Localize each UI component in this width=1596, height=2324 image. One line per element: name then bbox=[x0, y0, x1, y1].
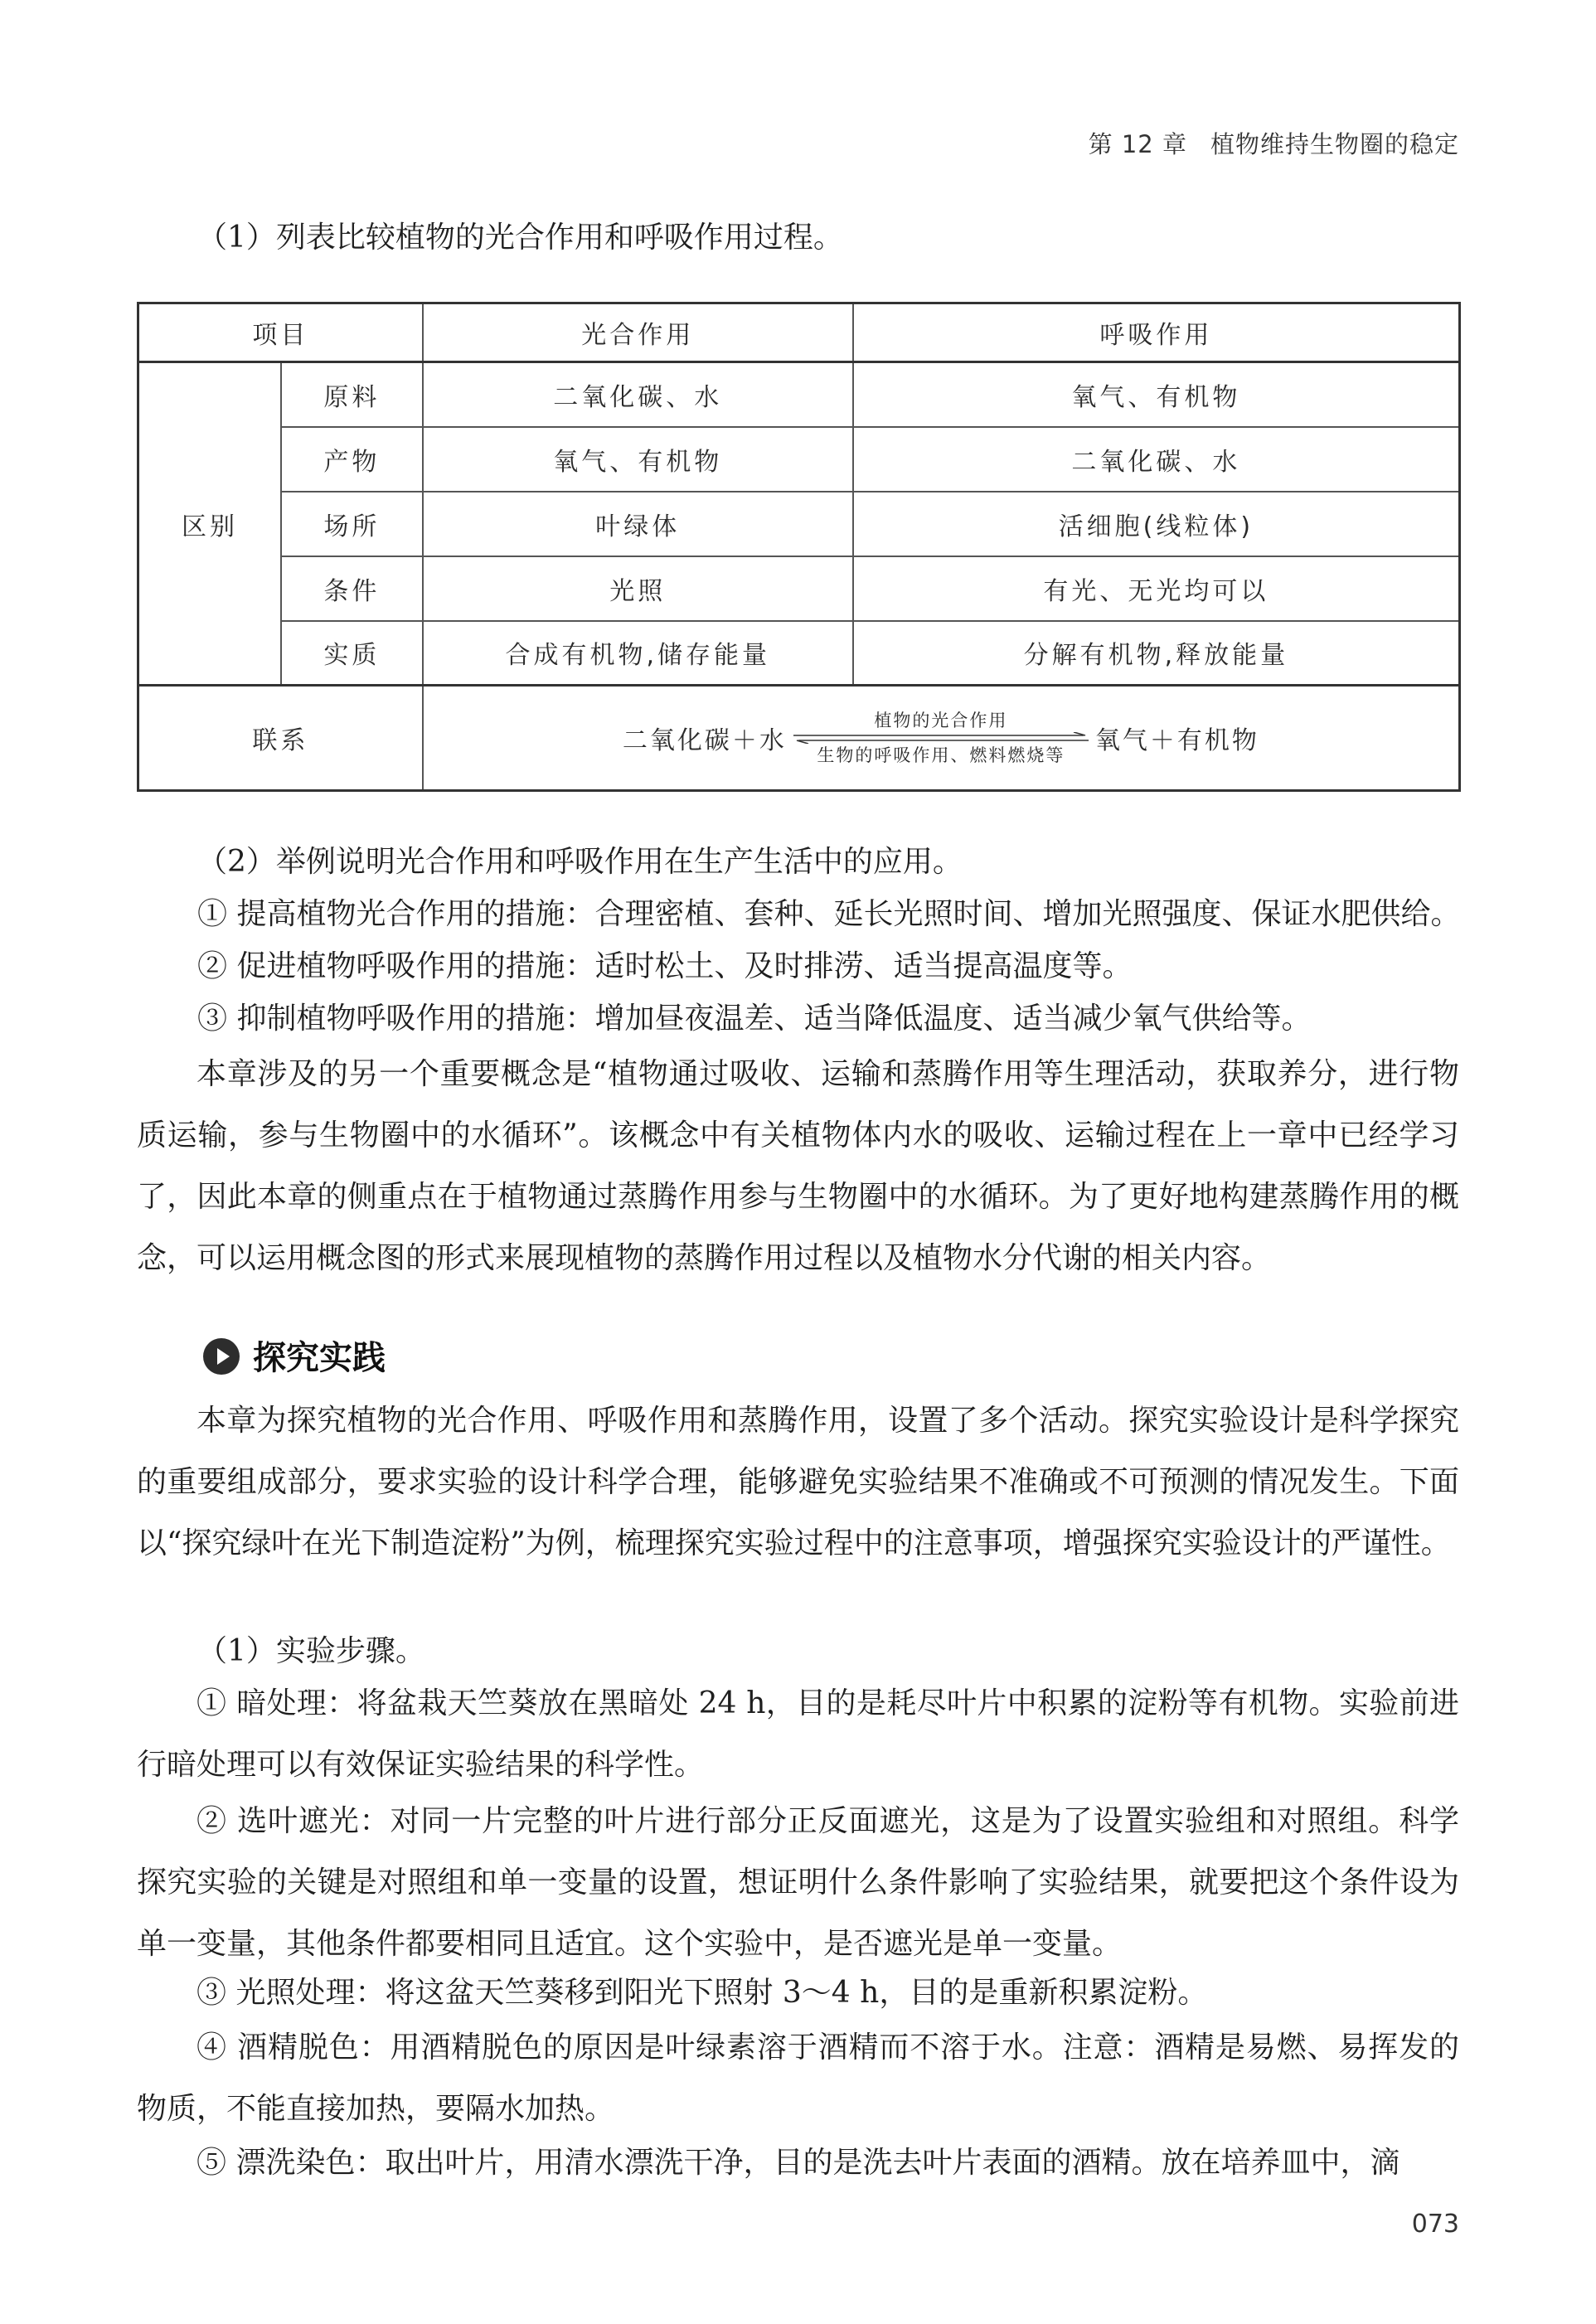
row-item: 条件 bbox=[281, 556, 423, 621]
play-circle-icon bbox=[203, 1338, 240, 1375]
row-photo: 氧气、有机物 bbox=[423, 427, 853, 492]
arrow-bottom-label: 生物的呼吸作用、燃料燃烧等 bbox=[817, 745, 1065, 765]
row-item: 实质 bbox=[281, 621, 423, 686]
paragraph-13: ⑤ 漂洗染色：取出叶片，用清水漂洗干净，目的是洗去叶片表面的酒精。放在培养皿中，滴 bbox=[196, 2146, 1400, 2180]
row-item: 原料 bbox=[281, 362, 423, 427]
paragraph-5: ③ 抑制植物呼吸作用的措施：增加昼夜温差、适当降低温度、适当减少氧气供给等。 bbox=[197, 1002, 1312, 1036]
row-item: 场所 bbox=[281, 492, 423, 556]
paragraph-7: 本章为探究植物的光合作用、呼吸作用和蒸腾作用，设置了多个活动。探究实验设计是科学探究的重要组成部分，要求实验的设计科学合理，能够避免实验结果不准确或不可预测的情况发生。下面以“探究绿叶在光下制造淀粉”为例，梳理探究实验过程中的注意事项，增强探究实验设计的严谨性。 bbox=[137, 1404, 1459, 1560]
header-respiration: 呼吸作用 bbox=[853, 303, 1460, 362]
header-item: 项目 bbox=[138, 303, 423, 362]
comparison-table bbox=[137, 302, 1461, 792]
paragraph-12: ④ 酒精脱色：用酒精脱色的原因是叶绿素溶于酒精而不溶于水。注意：酒精是易燃、易挥发的物质，不能直接加热，要隔水加热。 bbox=[137, 2030, 1459, 2126]
paragraph-9: ① 暗处理：将盆栽天竺葵放在黑暗处 24 h，目的是耗尽叶片中积累的淀粉等有机物。实验前进行暗处理可以有效保证实验结果的科学性。 bbox=[137, 1686, 1459, 1782]
relation-equation bbox=[423, 686, 1460, 791]
section-title: 探究实践 bbox=[253, 1339, 386, 1377]
paragraph-6: 本章涉及的另一个重要概念是“植物通过吸收、运输和蒸腾作用等生理活动，获取养分，进行物质运输，参与生物圈中的水循环”。该概念中有关植物体内水的吸收、运输过程在上一章中已经学习了，因此本章的侧重点在于植物通过蒸腾作用参与生物圈中的水循环。为了更好地构建蒸腾作用的概念，可以运用概念图的形式来展现植物的蒸腾作用过程以及植物水分代谢的相关内容。 bbox=[137, 1057, 1459, 1275]
row-resp: 二氧化碳、水 bbox=[853, 427, 1460, 492]
intro-item: （1）列表比较植物的光合作用和呼吸作用过程。 bbox=[197, 221, 843, 255]
row-item: 产物 bbox=[281, 427, 423, 492]
row-photo: 二氧化碳、水 bbox=[423, 362, 853, 427]
header-photosynthesis: 光合作用 bbox=[423, 303, 853, 362]
row-resp: 氧气、有机物 bbox=[853, 362, 1460, 427]
paragraph-10: ② 选叶遮光：对同一片完整的叶片进行部分正反面遮光，这是为了设置实验组和对照组。科学探究实验的关键是对照组和单一变量的设置，想证明什么条件影响了实验结果，就要把这个条件设为单一变量，其他条件都要相同且适宜。这个实验中，是否遮光是单一变量。 bbox=[137, 1804, 1459, 1961]
double-arrow-icon bbox=[792, 732, 1090, 744]
paragraph-3: ① 提高植物光合作用的措施：合理密植、套种、延长光照时间、增加光照强度、保证水肥供给。 bbox=[197, 897, 1461, 931]
paragraph-4: ② 促进植物呼吸作用的措施：适时松土、及时排涝、适当提高温度等。 bbox=[197, 949, 1133, 983]
arrow-top-label: 植物的光合作用 bbox=[874, 711, 1008, 730]
chapter-title: 植物维持生物圈的稳定 bbox=[1210, 130, 1459, 158]
equation-right: 氧气＋有机物 bbox=[1094, 726, 1259, 755]
row-photo: 光照 bbox=[423, 556, 853, 621]
row-resp: 分解有机物,释放能量 bbox=[853, 621, 1460, 686]
page-number: 073 bbox=[1411, 2210, 1459, 2239]
row-photo: 叶绿体 bbox=[423, 492, 853, 556]
equation-left: 二氧化碳＋水 bbox=[622, 726, 787, 755]
chapter-number: 第 12 章 bbox=[1088, 130, 1187, 158]
paragraph-2: （2）举例说明光合作用和呼吸作用在生产生活中的应用。 bbox=[197, 845, 963, 879]
paragraph-8: （1）实验步骤。 bbox=[197, 1634, 425, 1668]
row-photo: 合成有机物,储存能量 bbox=[423, 621, 853, 686]
row-resp: 活细胞(线粒体) bbox=[853, 492, 1460, 556]
group-label-difference: 区别 bbox=[138, 362, 282, 686]
row-resp: 有光、无光均可以 bbox=[853, 556, 1460, 621]
relation-label: 联系 bbox=[138, 686, 423, 791]
paragraph-11: ③ 光照处理：将这盆天竺葵移到阳光下照射 3～4 h，目的是重新积累淀粉。 bbox=[196, 1976, 1208, 2010]
running-header bbox=[1089, 126, 1459, 160]
reversible-arrow bbox=[792, 709, 1090, 767]
